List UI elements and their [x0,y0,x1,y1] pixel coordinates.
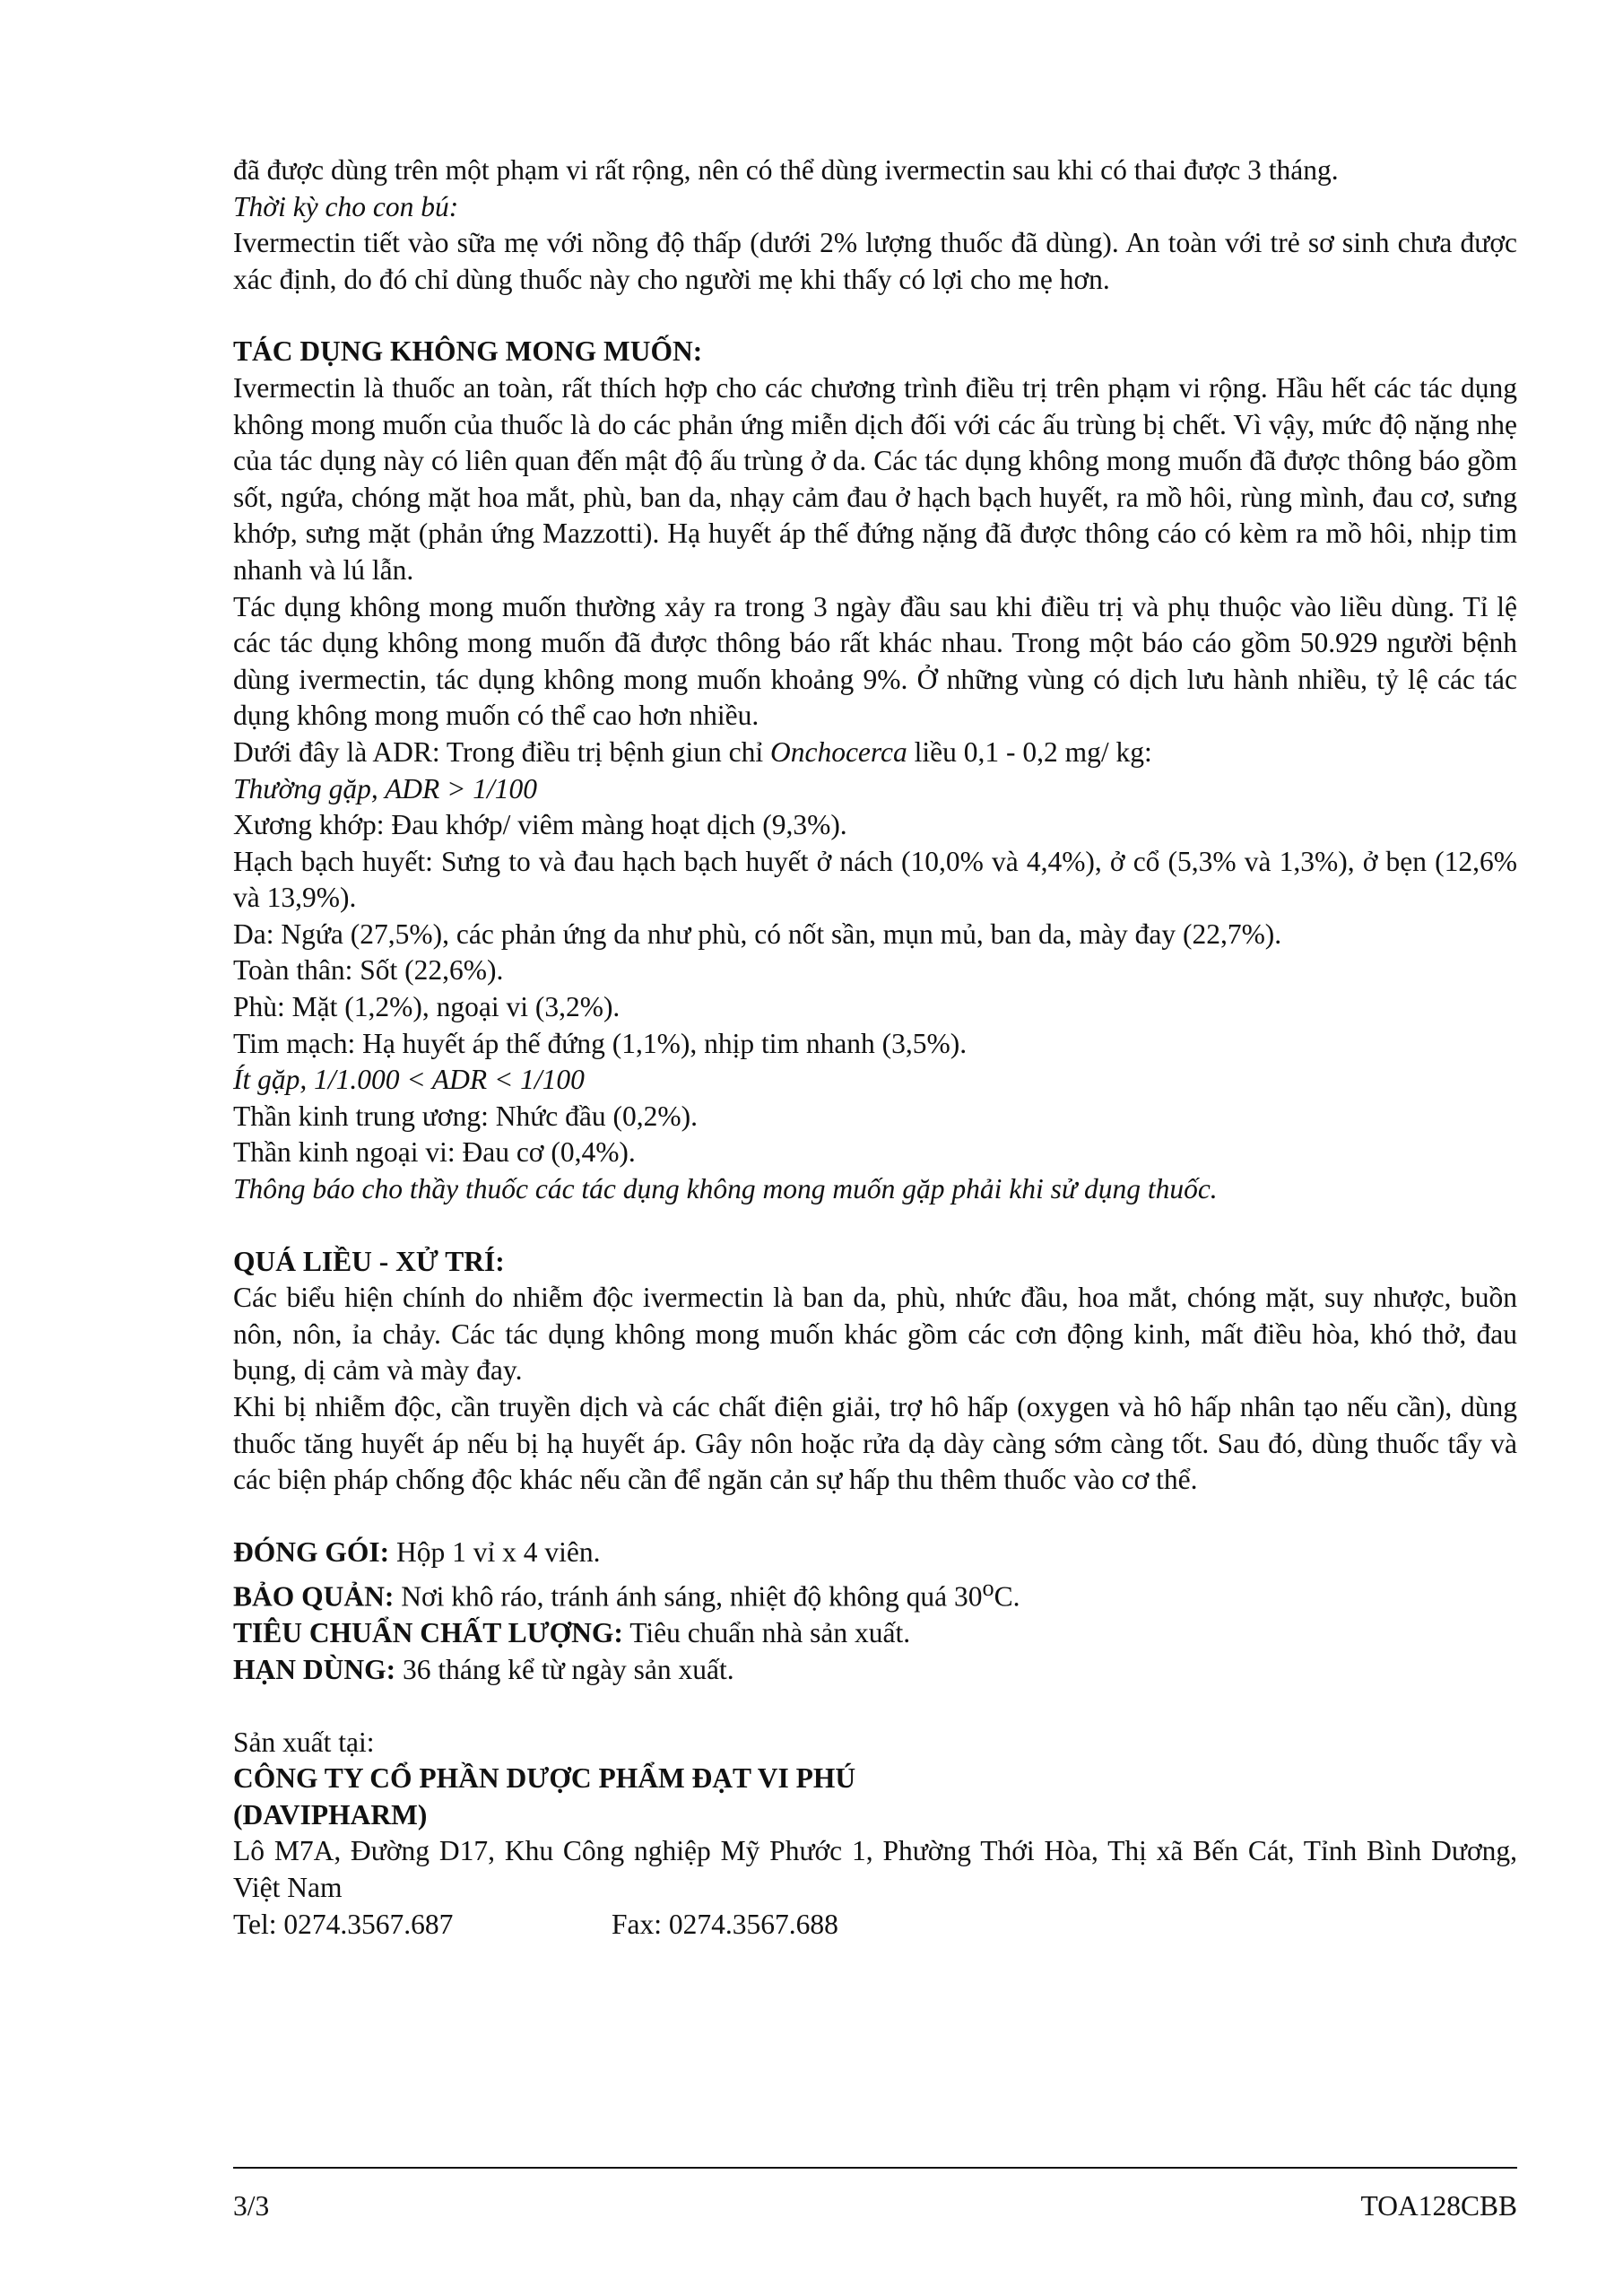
manufacturer-name: CÔNG TY CỔ PHẦN DƯỢC PHẨM ĐẠT VI PHÚ [233,1762,856,1795]
adverse-effects-paragraph-1: Ivermectin là thuốc an toàn, rất thích hợp cho các chương trình điều trị trên phạm vi rộng. Hầu hết các tác dụng không mong muốn của thuốc là do các phản ứng miễn dịch đối với các ấu trùng bị chết. Vì vậy, mức độ nặng nhẹ của tác dụng này có liên quan đến mật độ ấu trùng ở da. Các tác dụng không mong muốn đã được thông báo gồm sốt, ngứa, chóng mặt hoa mắt, phù, ban da, nhạy cảm đau ở hạch bạch huyết, ra mồ hôi, rùng mình, đau cơ, sưng khớp, sưng mặt (phản ứng Mazzotti). Hạ huyết áp thế đứng nặng đã được thông cáo có kèm ra mồ hôi, nhịp tim nhanh và lú lẫn. [233,371,1517,586]
adverse-effects-notice: Thông báo cho thầy thuốc các tác dụng không mong muốn gặp phải khi sử dụng thuốc. [233,1173,1218,1205]
packaging-label: ĐÓNG GÓI: [233,1535,390,1568]
standard-line [233,1615,1517,1652]
storage-value: Nơi khô ráo, tránh ánh sáng, nhiệt độ không quá 30 [394,1580,983,1613]
common-adr-label: Thường gặp, ADR > 1/100 [233,772,538,804]
adverse-effects-paragraph-2: Tác dụng không mong muốn thường xảy ra trong 3 ngày đầu sau khi điều trị và phụ thuộc vào liều dùng. Tỉ lệ các tác dụng không mong muốn đã được thông báo rất khác nhau. Trong một báo cáo gồm 50.929 người bệnh dùng ivermectin, tác dụng không mong muốn khoảng 9%. Ở những vùng có dịch lưu hành nhiều, tỷ lệ các tác dụng không mong muốn có thể cao hơn nhiều. [233,590,1517,732]
standard-label: TIÊU CHUẨN CHẤT LƯỢNG: [233,1617,623,1649]
adr-intro-species: Onchocerca [769,735,907,768]
fax-number: Fax: 0274.3567.688 [612,1908,838,1940]
storage-label: BẢO QUẢN: [233,1580,395,1613]
adr-item: Thần kinh trung ương: Nhức đầu (0,2%). [233,1100,698,1132]
degree-superscript: o [982,1575,994,1602]
adr-item: Tim mạch: Hạ huyết áp thế đứng (1,1%), nhịp tim nhanh (3,5%). [233,1027,968,1059]
adr-item: Phù: Mặt (1,2%), ngoại vi (3,2%). [233,991,621,1023]
adr-intro-text: Dưới đây là ADR: Trong điều trị bệnh giun chỉ [233,735,770,768]
document-body [233,152,1517,1943]
footer-divider [233,2167,1517,2169]
adr-item: Da: Ngứa (27,5%), các phản ứng da như phù, có nốt sần, mụn mủ, ban da, mày đay (22,7%). [233,918,1282,950]
contact-line [233,1907,1517,1944]
document-code: TOA128CBB [1360,2190,1517,2222]
standard-value: Tiêu chuẩn nhà sản xuất. [622,1617,911,1649]
page-number: 3/3 [233,2190,270,2222]
expiry-line [233,1652,1517,1689]
overdose-paragraph-1: Các biểu hiện chính do nhiễm độc ivermectin là ban da, phù, nhức đầu, hoa mắt, chóng mặt, suy nhược, buồn nôn, nôn, ỉa chảy. Các tác dụng không mong muốn khác gồm các cơn động kinh, mất điều hòa, khó thở, đau bụng, dị cảm và mày đay. [233,1282,1517,1387]
adr-item: Thần kinh ngoại vi: Đau cơ (0,4%). [233,1136,636,1169]
uncommon-adr-label: Ít gặp, 1/1.000 < ADR < 1/100 [233,1064,585,1096]
expiry-label: HẠN DÙNG: [233,1654,396,1686]
storage-unit: C. [994,1580,1020,1613]
adr-item: Toàn thân: Sốt (22,6%). [233,954,504,987]
breastfeeding-title: Thời kỳ cho con bú: [233,190,459,222]
adr-intro [233,735,1517,771]
adr-item: Hạch bạch huyết: Sưng to và đau hạch bạch huyết ở nách (10,0% và 4,4%), ở cổ (5,3% và 1,3%), ở bẹn (12,6% và 13,9%). [233,845,1517,914]
packaging-line [233,1535,1517,1571]
adverse-effects-heading: TÁC DỤNG KHÔNG MONG MUỐN: [233,335,703,368]
packaging-value: Hộp 1 vỉ x 4 viên. [389,1535,601,1568]
overdose-heading: QUÁ LIỀU - XỬ TRÍ: [233,1245,505,1277]
overdose-paragraph-2: Khi bị nhiễm độc, cần truyền dịch và các chất điện giải, trợ hô hấp (oxygen và hô hấp nhân tạo nếu cần), dùng thuốc tăng huyết áp nếu bị hạ huyết áp. Gây nôn hoặc rửa dạ dày càng sớm càng tốt. Sau đó, dùng thuốc tẩy và các biện pháp chống độc khác nếu cần để ngăn cản sự hấp thu thêm thuốc vào cơ thể. [233,1391,1517,1496]
manufacturer-short-name: (DAVIPHARM) [233,1798,428,1831]
storage-line [233,1570,1517,1615]
page-footer [233,2188,1517,2224]
manufacturer-address: Lô M7A, Đường D17, Khu Công nghiệp Mỹ Phước 1, Phường Thới Hòa, Thị xã Bến Cát, Tỉnh Bình Dương, Việt Nam [233,1835,1517,1904]
expiry-value: 36 tháng kể từ ngày sản xuất. [395,1654,734,1686]
manufacturer-intro: Sản xuất tại: [233,1726,375,1758]
adr-item: Xương khớp: Đau khớp/ viêm màng hoạt dịch (9,3%). [233,809,847,841]
phone-number: Tel: 0274.3567.687 [233,1908,454,1940]
adr-intro-dose: liều 0,1 - 0,2 mg/ kg: [907,735,1152,768]
breastfeeding-text: Ivermectin tiết vào sữa mẹ với nồng độ thấp (dưới 2% lượng thuốc đã dùng). An toàn với trẻ sơ sinh chưa được xác định, do đó chỉ dùng thuốc này cho người mẹ khi thấy có lợi cho mẹ hơn. [233,227,1517,295]
pregnancy-continuation: đã được dùng trên một phạm vi rất rộng, nên có thể dùng ivermectin sau khi có thai được 3 tháng. [233,154,1339,186]
